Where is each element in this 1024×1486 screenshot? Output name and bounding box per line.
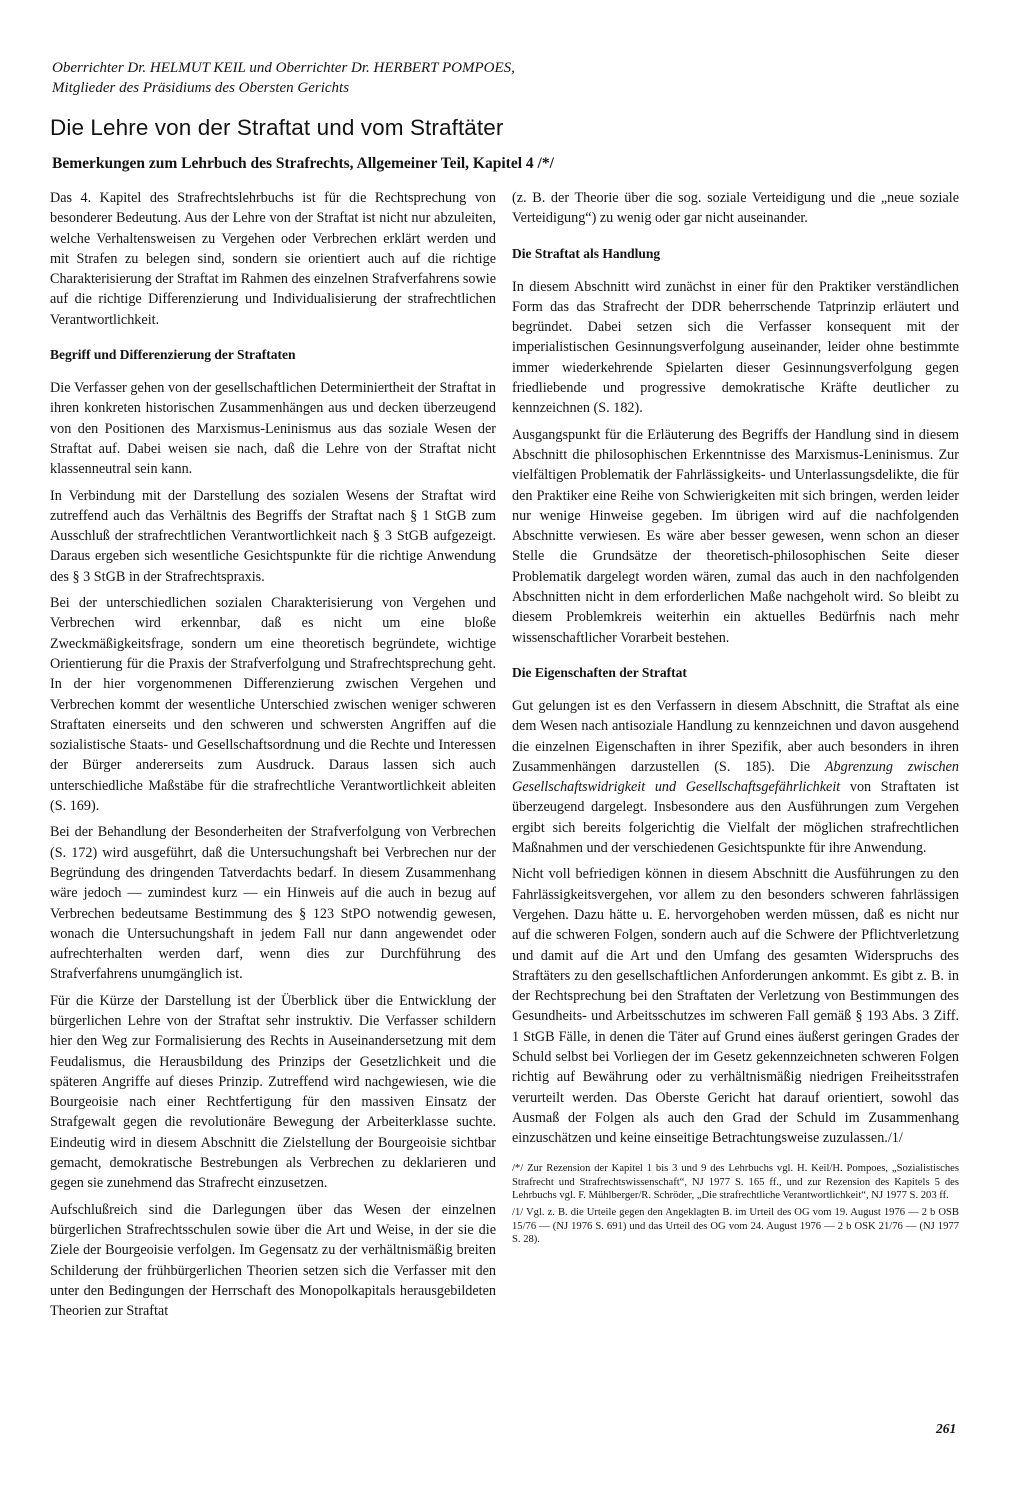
section-heading-eigenschaften: Die Eigenschaften der Straftat: [512, 664, 687, 680]
authors-line-2: Mitglieder des Präsidiums des Obersten Gerichts: [52, 80, 350, 96]
paragraph: Nicht voll befriedigen können in diesem Abschnitt die Ausführungen zu den Fahrlässigkeitsvergehen, vor allem zu den besonders schweren fahrlässigen Vergehen. Dazu hätte u. E. hervorgehoben werden müssen, daß es nicht nur auf die schweren Folgen, sondern auch auf die Schwere der Pflichtverletzung und damit auf die Art und den Umfang des gesamten Widerspruchs des Straftäters zu den gesellschaftlichen Anforderungen ankommt. Es gibt z. B. in der Rechtsprechung bei den Straftaten der Verletzung von Bestimmungen des Gesundheits- und Arbeitsschutzes im schweren Fall gemäß § 193 Abs. 3 Ziff. 1 StGB Fälle, in denen die Täter auf Grund eines äußerst geringen Grades der Schuld selbst bei Vorliegen der im Gesetz gekennzeichneten schweren Folgen richtig auf Bewährung oder zu verhältnismäßig niedrigen Freiheitsstrafen verurteilt werden. Das Oberste Gericht hat darauf orientiert, sowohl das Ausmaß der Folgen als auch den Grad der Schuld im Zusammenhang einzuschätzen und keine einseitige Betrachtungsweise zuzulassen./1/: [512, 866, 959, 1147]
left-column: [50, 188, 496, 1428]
emphasized-text: Abgrenzung zwischen Gesellschaftswidrigkeit und Gesellschaftsgefährlichkeit: [512, 758, 959, 796]
paragraph: Aufschlußreich sind die Darlegungen über das Wesen der einzelnen bürgerlichen Strafrechtsschulen sowie über die Art und Weise, in der sie die Ziele der Bourgeoisie verfolgen. Im Gegensatz zu der verhältnismäßig breiten Schilderung der frühbürgerlichen Theorien setzen sich die Verfasser mit den unter den Bedingungen der Herrschaft des Monopolkapitals herausgebildeten Theorien zur Straftat: [50, 1201, 496, 1320]
paragraph: Für die Kürze der Darstellung ist der Überblick über die Entwicklung der bürgerlichen Lehre von der Straftat sehr instruktiv. Die Verfasser schildern hier den Weg zur Formalisierung des Rechts in Auseinandersetzung mit dem Feudalismus, die Herausbildung des Prinzips der Gesetzlichkeit und die späteren Angriffe auf dieses Prinzip. Zutreffend wird nachgewiesen, wie die Bourgeoisie nach einer Rechtfertigung für den massiven Einsatz der Strafgewalt gegen die revolutionäre Bewegung der Arbeiterklasse suchte. Eindeutig wird in diesem Abschnitt die Zielstellung der Bourgeoisie sichtbar gemacht, demokratische Bestrebungen als Verbrechen zu deklarieren und gegen sie zunehmend das Strafrecht einzusetzen.: [50, 992, 496, 1192]
paragraph: Bei der unterschiedlichen sozialen Charakterisierung von Vergehen und Verbrechen wird erkennbar, daß es nicht um eine bloße Zweckmäßigkeitsfrage, sondern um eine theoretisch begründete, wichtige Orientierung für die Praxis der Strafverfolgung und Strafrechtsprechung geht. In der hier vorgenommenen Differenzierung zwischen Vergehen und Verbrechen kommt der wesentliche Unterschied zwischen weniger schweren Straftaten einerseits und den schweren und schwersten Angriffen auf die sozialistische Staats- und Gesellschaftsordnung und die Rechte und Interessen der Bürger andererseits zum Ausdruck. Daraus lassen sich auch unterschiedliche Maßstäbe für die strafrechtliche Verantwortlichkeit ableiten (S. 169).: [50, 595, 496, 815]
intro-paragraph: Das 4. Kapitel des Strafrechtslehrbuchs ist für die Rechtsprechung von besonderer Bedeutung. Aus der Lehre von der Straftat ist nicht nur abzuleiten, welche Verhaltensweisen zu Vergehen oder Verbrechen erklärt werden und mit Strafen zu belegen sind, sondern sie orientiert auch auf die richtige Charakterisierung der Straftat im Rahmen des einzelnen Strafverfahrens sowie auf die richtige Differenzierung und Individualisierung der strafrechtlichen Verantwortlichkeit.: [50, 190, 496, 328]
paragraph: Die Verfasser gehen von der gesellschaftlichen Determiniertheit der Straftat in ihren konkreten historischen Zusammenhängen aus und decken überzeugend von den Positionen des Marxismus-Leninismus aus das soziale Wesen der Straftat auf. Dabei weisen sie nach, daß die Lehre von der Straftat nicht klassenneutral sein kann.: [50, 380, 496, 478]
footnote: /1/ Vgl. z. B. die Urteile gegen den Angeklagten B. im Urteil des OG vom 19. August 1976 — 2 b OSB 15/76 — (NJ 1976 S. 691) und das Urteil des OG vom 24. August 1976 — 2 b OSK 21/76 — (NJ 1977 S. 28).: [512, 1207, 959, 1245]
footnotes: [512, 1162, 959, 1246]
paragraph: Ausgangspunkt für die Erläuterung des Begriffs der Handlung sind in diesem Abschnitt die philosophischen Erkenntnisse des Marxismus-Leninismus. Zur vielfältigen Problematik der Fahrlässigkeits- und Unterlassungsdelikte, die für den Praktiker eine Reihe von Schwierigkeiten mit sich bringen, werden leider nur wenige Hinweise gegeben. Im übrigen wird auf die nachfolgenden Abschnitte verwiesen. Es wäre aber besser gewesen, wenn schon an dieser Stelle die Grundsätze der theoretisch-philosophischen Seite dieser Problematik dargelegt worden wären, zumal das auch in den nachfolgenden Abschnitten nicht in dem erforderlichen Maße nachgeholt wird. So bleibt zu diesem Problemkreis weiterhin ein aktuelles Bedürfnis nach mehr wissenschaftlicher Vorarbeit bestehen.: [512, 426, 959, 646]
paragraph: In diesem Abschnitt wird zunächst in einer für den Praktiker verständlichen Form das das Strafrecht der DDR beherrschende Tatprinzip erläutert und begründet. Dabei setzen sich die Verfasser konsequent mit der imperialistischen Gesinnungsverfolgung auseinander, leider ohne bestimmte immer wiederkehrende Spielarten dieser Gesinnungsverfolgung gegen friedliebende und progressive demokratische Kräfte deutlicher zu kennzeichnen (S. 182).: [512, 278, 959, 417]
paragraph: Bei der Behandlung der Besonderheiten der Strafverfolgung von Verbrechen (S. 172) wird ausgeführt, daß die Untersuchungshaft bei Verbrechen nur der Begründung des dringenden Tatverdachts bedarf. In diesem Zusammenhang wäre jedoch — zumindest kurz — ein Hinweis auf die auch in bezug auf Verbrechen bedeutsame Bestimmung des § 123 StPO notwendig gewesen, wonach die Untersuchungshaft in jedem Fall nur dann angewendet oder aufrechterhalten werden darf, wenn dies zur Durchführung des Strafverfahrens unumgänglich ist.: [50, 824, 496, 983]
article-subtitle: Bemerkungen zum Lehrbuch des Strafrechts, Allgemeiner Teil, Kapitel 4 /*/: [52, 155, 554, 172]
section-heading-handlung: Die Straftat als Handlung: [512, 245, 661, 261]
authors-line-1: Oberrichter Dr. HELMUT KEIL und Oberrichter Dr. HERBERT POMPOES,: [52, 60, 515, 76]
paragraph-text: Gut gelungen ist es den Verfassern in diesem Abschnitt, die Straftat als eine dem Wesen nach antisoziale Handlung zu kennzeichnen und davon ausgehend die einzelnen Eigenschaften in ihrer Spezifik, aber auch besonders in ihren Zusammenhängen darzustellen (S. 185). Die: [512, 697, 959, 775]
paragraph: (z. B. der Theorie über die sog. soziale Verteidigung und die „neue soziale Verteidigung“) zu wenig oder gar nicht auseinander.: [512, 190, 959, 227]
page-number: 261: [936, 1421, 957, 1436]
section-heading-begriff: Begriff und Differenzierung der Straftaten: [50, 347, 296, 363]
article-title: Die Lehre von der Straftat und vom Straftäter: [50, 115, 504, 140]
author-block: [52, 58, 972, 98]
footnote: /*/ Zur Rezension der Kapitel 1 bis 3 und 9 des Lehrbuchs vgl. H. Keil/H. Pompoes, „Sozialistisches Strafrecht und Strafrechtswissenschaft“, NJ 1977 S. 165 ff., und zur Rezension des Kapitels 5 des Lehrbuchs vgl. F. Mühlberger/R. Schröder, „Die strafrechtliche Verantwortlichkeit“, NJ 1977 S. 203 ff.: [512, 1163, 959, 1202]
paragraph-with-emphasis: [512, 696, 959, 858]
right-column: [512, 188, 959, 1250]
paragraph: In Verbindung mit der Darstellung des sozialen Wesens der Straftat wird zutreffend auch das Verhältnis des Begriffs der Straftat nach § 1 StGB zum Ausschluß der strafrechtlichen Verantwortlichkeit nach § 3 StGB aufgezeigt. Daraus ergeben sich wesentliche Gesichtspunkte für die richtige Anwendung des § 3 StGB in der Strafrechtspraxis.: [50, 487, 496, 585]
paragraph-text: von Straftaten ist überzeugend dargelegt. Insbesondere aus den Ausführungen zum Vergehen ergibt sich bereits folgerichtig die Vielfalt der möglichen strafrechtlichen Maßnahmen und der verschiedenen Gesichtspunkte für ihre Anwendung.: [512, 779, 959, 857]
